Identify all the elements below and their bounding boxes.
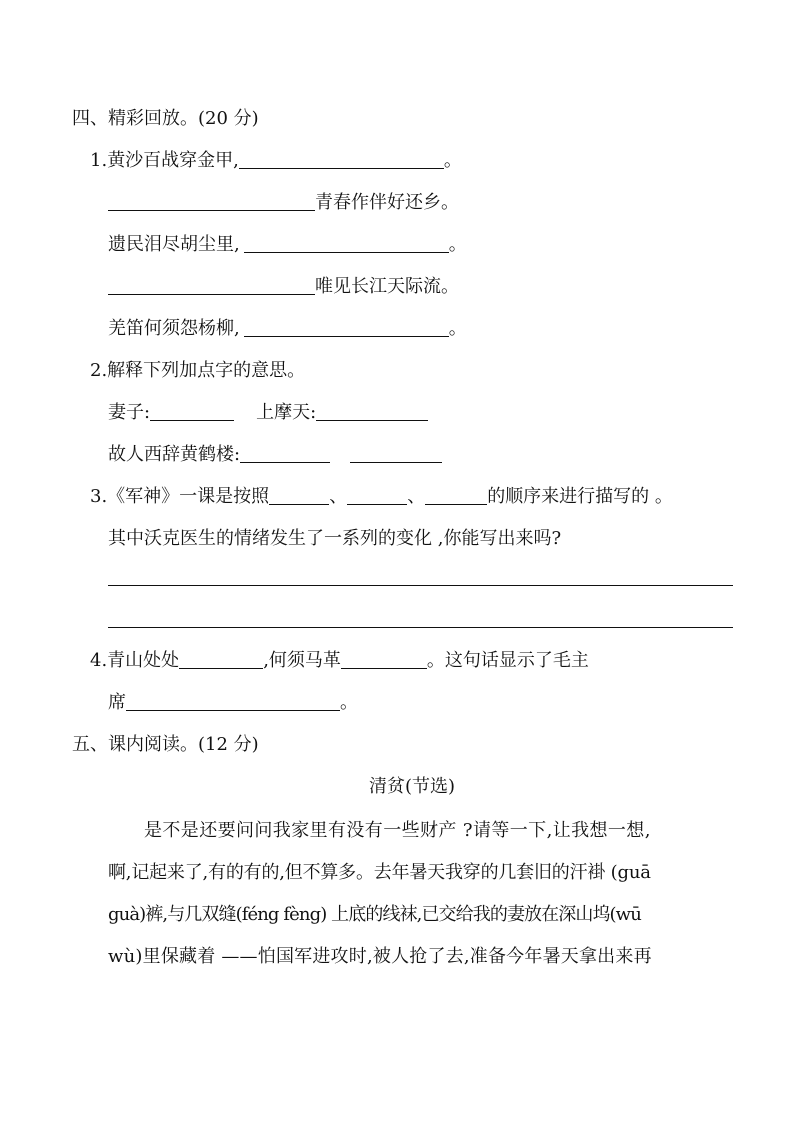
q3-blank1[interactable] xyxy=(269,486,329,505)
q1-line5 xyxy=(108,318,467,340)
q3-label: 3.《军神》一课是按照 xyxy=(90,486,270,507)
passage-line1: 是不是还要问问我家里有没有一些财产 ?请等一下,让我想一想, xyxy=(144,820,651,841)
q1-line1 xyxy=(90,150,462,172)
q3-blank2[interactable] xyxy=(347,486,407,505)
q3-line2: 其中沃克医生的情绪发生了一系列的变化 ,你能写出来吗? xyxy=(108,528,562,549)
q2-word2: 上摩天: xyxy=(256,402,317,423)
q3-sep1: 、 xyxy=(329,486,348,507)
passage-line4: wù)里保藏着 ——怕国军进攻时,被人抢了去,准备今年暑天拿出来再 xyxy=(108,946,652,967)
section5-heading: 五、课内阅读。(12 分) xyxy=(72,734,259,755)
q2-word1: 妻子: xyxy=(108,402,151,423)
q1-line4 xyxy=(108,276,459,298)
q4-line2-text: 席 xyxy=(108,692,126,713)
q1-line2-text: 青春作伴好还乡。 xyxy=(315,192,459,213)
q2-line2 xyxy=(108,444,442,466)
passage-title: 清贫(节选) xyxy=(369,776,456,797)
q4-part1: 4.青山处处 xyxy=(90,650,180,671)
q1-blank4[interactable] xyxy=(108,276,315,295)
q2-word3: 故人西辞黄鹤楼: xyxy=(108,444,241,465)
q3-answer-line1[interactable] xyxy=(108,585,733,586)
q1-label: 1. xyxy=(90,150,108,171)
q1-line3-end: 。 xyxy=(448,234,467,255)
q1-blank2[interactable] xyxy=(108,192,315,211)
passage-line2: 啊,记起来了,有的有的,但不算多。去年暑天我穿的几套旧的汗褂 (guā xyxy=(108,862,651,883)
q4-part3: 。这句话显示了毛主 xyxy=(426,650,589,671)
q3-blank3[interactable] xyxy=(425,486,487,505)
q2-blank3[interactable] xyxy=(240,444,330,463)
q1-line3-text: 遗民泪尽胡尘里, xyxy=(108,234,240,255)
q3-answer-line2[interactable] xyxy=(108,627,733,628)
q3-line1 xyxy=(90,486,673,508)
q4-line2 xyxy=(108,692,358,714)
q2-label: 2.解释下列加点字的意思。 xyxy=(90,360,306,381)
q4-part2: ,何须马革 xyxy=(263,650,341,671)
q1-line2 xyxy=(108,192,459,214)
q1-line3 xyxy=(108,234,467,256)
q4-line2-end: 。 xyxy=(340,692,358,713)
q4-blank1[interactable] xyxy=(179,650,263,669)
q1-line1-end: 。 xyxy=(443,150,462,171)
q1-line5-text: 羌笛何须怨杨柳, xyxy=(108,318,240,339)
q1-blank3[interactable] xyxy=(244,234,449,253)
q4-line1 xyxy=(90,650,589,672)
section4-heading: 四、精彩回放。(20 分) xyxy=(72,108,259,129)
q4-blank2[interactable] xyxy=(341,650,427,669)
q1-line4-text: 唯见长江天际流。 xyxy=(315,276,459,297)
q2-line1 xyxy=(108,402,428,424)
q4-blank3[interactable] xyxy=(126,692,340,711)
q2-blank2[interactable] xyxy=(316,402,428,421)
passage-line3: guà)裤,与几双缝(féng fèng) 上底的线袜,已交给我的妻放在深山坞(wū xyxy=(108,904,641,925)
q2-blank1[interactable] xyxy=(150,402,234,421)
q3-sep2: 、 xyxy=(407,486,426,507)
q2-blank4[interactable] xyxy=(350,444,442,463)
q1-line5-end: 。 xyxy=(448,318,467,339)
q1-blank5[interactable] xyxy=(244,318,449,337)
q1-line1-text: 黄沙百战穿金甲, xyxy=(107,150,239,171)
q3-tail: 的顺序来进行描写的 。 xyxy=(487,486,673,507)
q1-blank1[interactable] xyxy=(239,150,444,169)
